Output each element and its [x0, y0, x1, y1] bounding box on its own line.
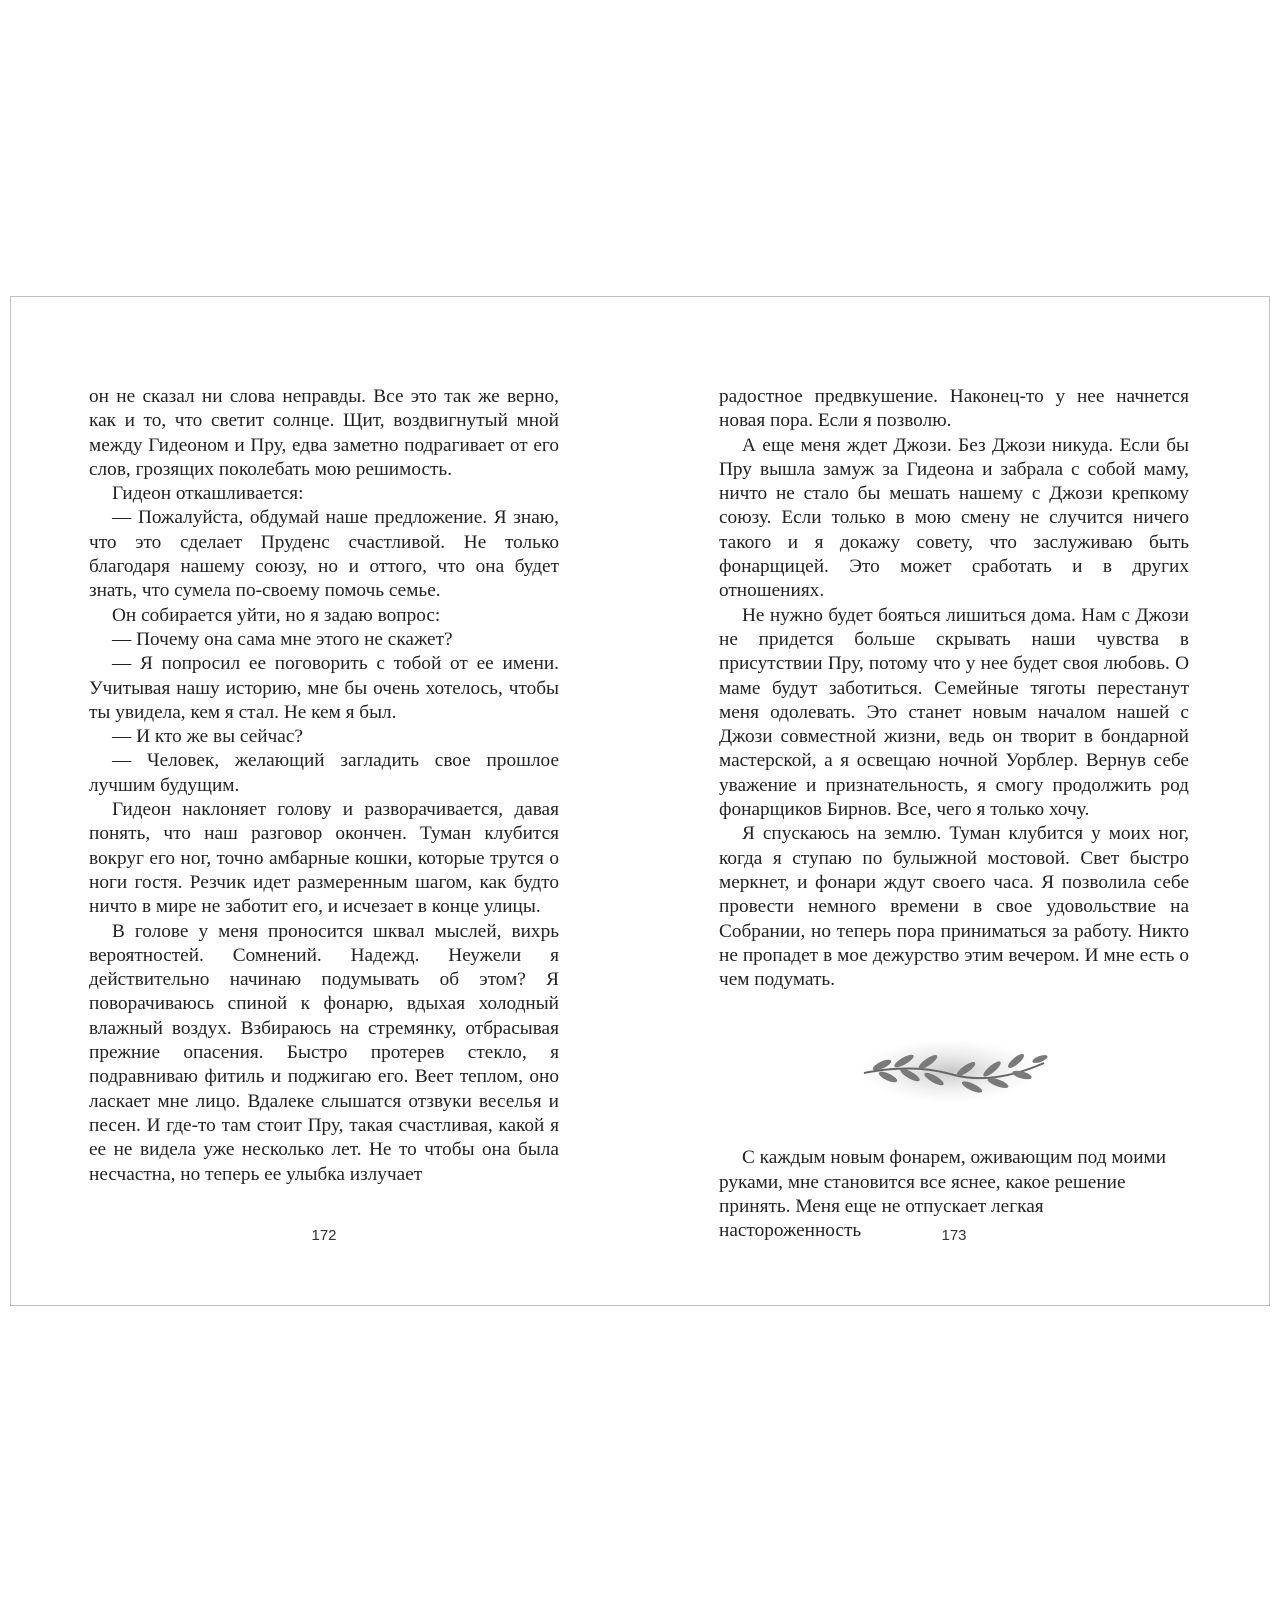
paragraph: С каждым новым фонарем, оживающим под моими руками, мне становится все яснее, какое решение принять. Меня еще не отпускает легкая настороженность: [719, 1147, 1167, 1242]
paragraph: — Почему она сама мне этого не скажет?: [112, 628, 453, 650]
paragraph: он не сказал ни слова неправды. Все это так же верно, как и то, что светит солнце. Щит, воздвигнутый мной между Гидеоном и Пру, едва заметно подрагивает от его слов, грозящих поколебать мою решимость.: [89, 386, 559, 480]
paragraph: Не нужно будет бояться лишиться дома. Нам с Джози не придется больше скрывать наши чувства в присутствии Пру, потому что у нее будет своя любовь. О маме будут заботиться. Семейные тяготы перестанут меня одолевать. Это станет новым началом нашей с Джози совместной жизни, ведь он творит в бондарной мастерской, а я освещаю ночной Уорблер. Вернув себе уважение и признательность, я смогу продолжить род фонарщиков Бирнов. Все, чего я только хочу.: [719, 604, 1189, 821]
paragraph: А еще меня ждет Джози. Без Джози никуда. Если бы Пру вышла замуж за Гидеона и забрала с собой маму, ничто не стало бы мешать нашему с Джози крепкому союзу. Если только в мою смену не случится ничего такого и я докажу совету, что заслуживаю быть фонарщицей. Это может сработать и в других отношениях.: [719, 434, 1189, 602]
paragraph: В голове у меня проносится шквал мыслей, вихрь вероятностей. Сомнений. Надежд. Неужели я действительно начинаю подумывать об этом? Я поворачиваюсь спиной к фонарю, вдыхая холодный влажный воздух. Взбираюсь на стремянку, отбрасывая прежние опасения. Быстро протерев стекло, я подравниваю фитиль и поджигаю его. Веет теплом, оно ласкает мне лицо. Вдалеке слышатся отзвуки веселья и песен. И где-то там стоит Пру, такая счастливая, какой я ее не видела уже несколько лет. Не то чтобы она была несчастна, но теперь ее улыбка излучает: [89, 920, 559, 1185]
page-number-right: 173: [941, 1227, 967, 1244]
paragraph: Он собирается уйти, но я задаю вопрос:: [112, 604, 441, 626]
section-break: [719, 992, 1189, 1146]
page-number-left: 172: [311, 1227, 337, 1244]
leaf-branch-icon: [854, 1029, 1054, 1109]
paragraph: — Пожалуйста, обдумай наше предложение. Я знаю, что это сделает Пруденс счастливой. Не только благодаря нашему союзу, но и оттого, что она будет знать, что сумела по-своему помочь семье.: [89, 507, 559, 602]
paragraph: радостное предвкушение. Наконец-то у нее начнется новая пора. Если я позволю.: [719, 386, 1189, 432]
paragraph: — Человек, желающий загладить свое прошлое лучшим будущим.: [89, 750, 559, 796]
paragraph: — Я попросил ее поговорить с тобой от ее имени. Учитывая нашу историю, мне бы очень хотелось, чтобы ты увидела, кем я стал. Не кем я был.: [89, 653, 559, 723]
paragraph: Гидеон наклоняет голову и разворачивается, давая понять, что наш разговор окончен. Туман клубится вокруг его ног, точно амбарные кошки, которые трутся о ноги гостя. Резчик идет размеренным шагом, как будто ничто в мире не заботит его, и исчезает в конце улицы.: [89, 799, 559, 918]
paragraph: — И кто же вы сейчас?: [112, 726, 303, 748]
book-spread: [10, 296, 1270, 1306]
paragraph: Я спускаюсь на землю. Туман клубится у моих ног, когда я ступаю по булыжной мостовой. Свет быстро меркнет, и фонари ждут своего часа. Я позволила себе провести немного времени в свое удовольствие на Собрании, но теперь пора приниматься за работу. Никто не пропадет в мое дежурство этим вечером. И мне есть о чем подумать.: [719, 823, 1189, 991]
left-page: [89, 385, 559, 1187]
paragraph: Гидеон откашливается:: [112, 483, 304, 505]
right-page: [719, 385, 1189, 1244]
